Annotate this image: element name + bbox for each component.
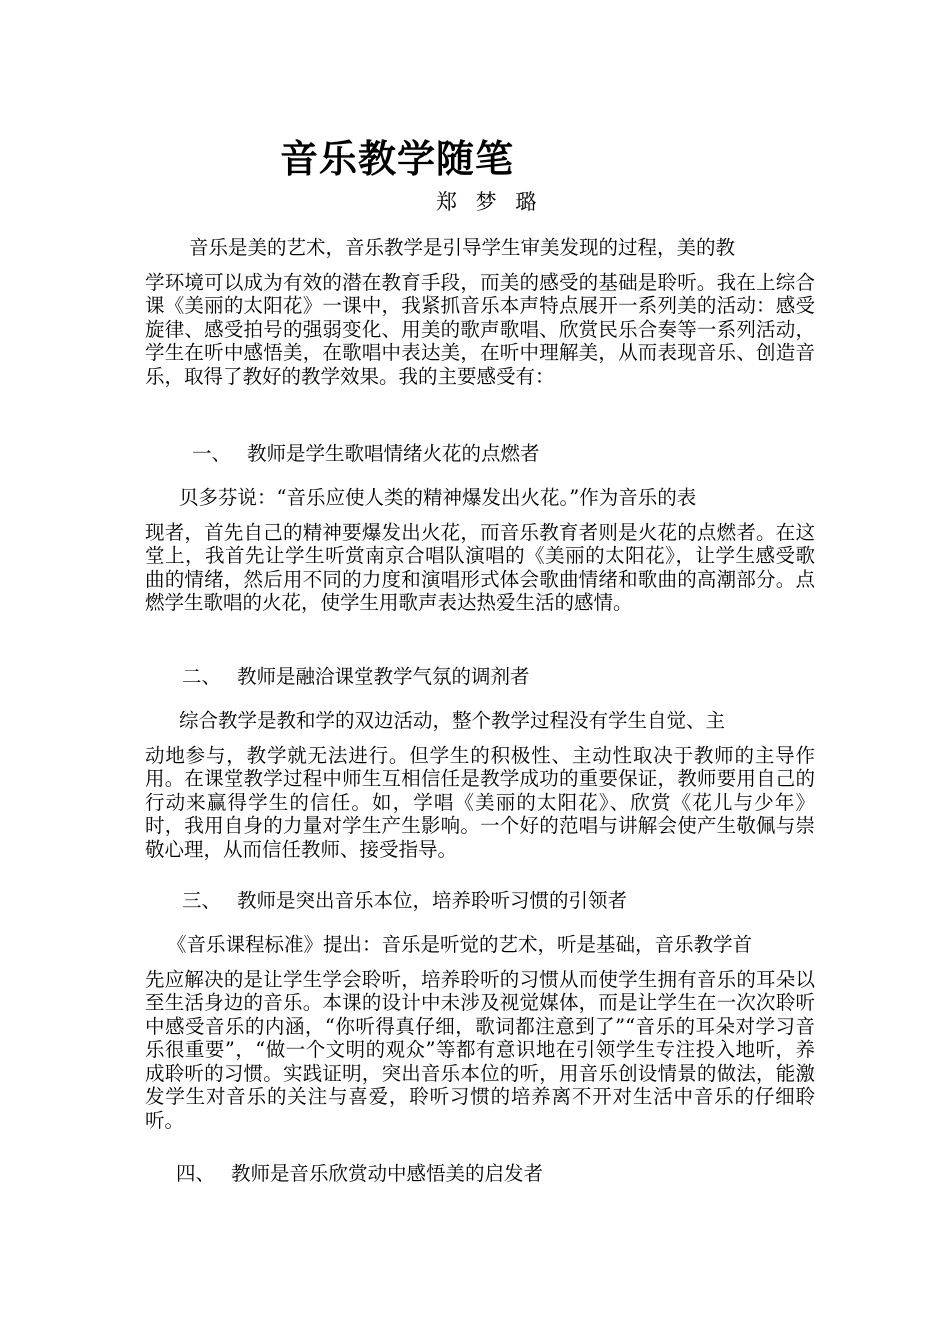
author-name: 郑 梦 璐 [436, 190, 543, 214]
section-heading-3 [182, 885, 627, 913]
section-2-first-line: 综合教学是教和学的双边活动，整个教学过程没有学生自觉、主 [179, 709, 726, 732]
section-1-first-line: 贝多芬说：“音乐应使人类的精神爆发出火花。”作为音乐的表 [179, 486, 697, 509]
section-heading-4 [176, 1158, 543, 1186]
section-paragraph-1 [145, 486, 815, 615]
intro-first-line: 音乐是美的艺术，音乐教学是引导学生审美发现的过程，美的教 [189, 236, 736, 259]
section-title-4: 教师是音乐欣赏动中感悟美的启发者 [231, 1162, 544, 1185]
section-number-2: 二、 [182, 665, 222, 688]
section-heading-1 [192, 438, 540, 466]
section-paragraph-2 [145, 709, 815, 861]
intro-paragraph [145, 236, 815, 388]
section-number-4: 四、 [176, 1162, 216, 1185]
intro-body: 学环境可以成为有效的潜在教育手段，而美的感受的基础是聆听。我在上综合课《美丽的太阳花》一课中，我紧抓音乐本声特点展开一系列美的活动：感受旋律、感受拍号的强弱变化、用美的歌声歌唱、欣赏民乐合奏等一系列活动，学生在听中感悟美，在歌唱中表达美，在听中理解美，从而表现音乐、创造音乐，取得了教好的教学效果。我的主要感受有： [145, 270, 815, 388]
section-2-body: 动地参与，教学就无法进行。但学生的积极性、主动性取决于教师的主导作用。在课堂教学过程中师生互相信任是教学成功的重要保证，教师要用自己的行动来赢得学生的信任。如，学唱《美丽的太阳花》、欣赏《花儿与少年》时，我用自身的力量对学生产生影响。一个好的范唱与讲解会使产生敬佩与崇敬心理，从而信任教师、接受指导。 [145, 743, 815, 861]
section-number-3: 三、 [182, 889, 222, 912]
document-title: 音乐教学随笔 [280, 136, 515, 181]
section-paragraph-3 [145, 933, 815, 1132]
section-1-body: 现者，首先自己的精神要爆发出火花，而音乐教育者则是火花的点燃者。在这堂上，我首先让学生听赏南京合唱队演唱的《美丽的太阳花》，让学生感受歌曲的情绪，然后用不同的力度和演唱形式体会歌曲情绪和歌曲的高潮部分。点燃学生歌唱的火花，使学生用歌声表达热爱生活的感情。 [145, 520, 815, 614]
section-title-3: 教师是突出音乐本位，培养聆听习惯的引领者 [237, 889, 628, 912]
section-title-2: 教师是融洽课堂教学气氛的调剂者 [237, 665, 530, 688]
section-title-1: 教师是学生歌唱情绪火花的点燃者 [247, 442, 540, 465]
section-3-first-line: 《音乐课程标准》提出：音乐是听觉的艺术，听是基础，音乐教学首 [167, 933, 753, 956]
section-3-body: 先应解决的是让学生学会聆听，培养聆听的习惯从而使学生拥有音乐的耳朵以至生活身边的音乐。本课的设计中未涉及视觉媒体，而是让学生在一次次聆听中感受音乐的内涵，“你听得真仔细，歌词都注意到了”“音乐的耳朵对学习音乐很重要”，“做一个文明的观众”等都有意识地在引领学生专注投入地听，养成聆听的习惯。实践证明，突出音乐本位的听，用音乐创设情景的做法，能激发学生对音乐的关注与喜爱，聆听习惯的培养离不开对生活中音乐的仔细聆听。 [145, 967, 815, 1132]
section-heading-2 [182, 661, 530, 689]
section-number-1: 一、 [192, 442, 232, 465]
